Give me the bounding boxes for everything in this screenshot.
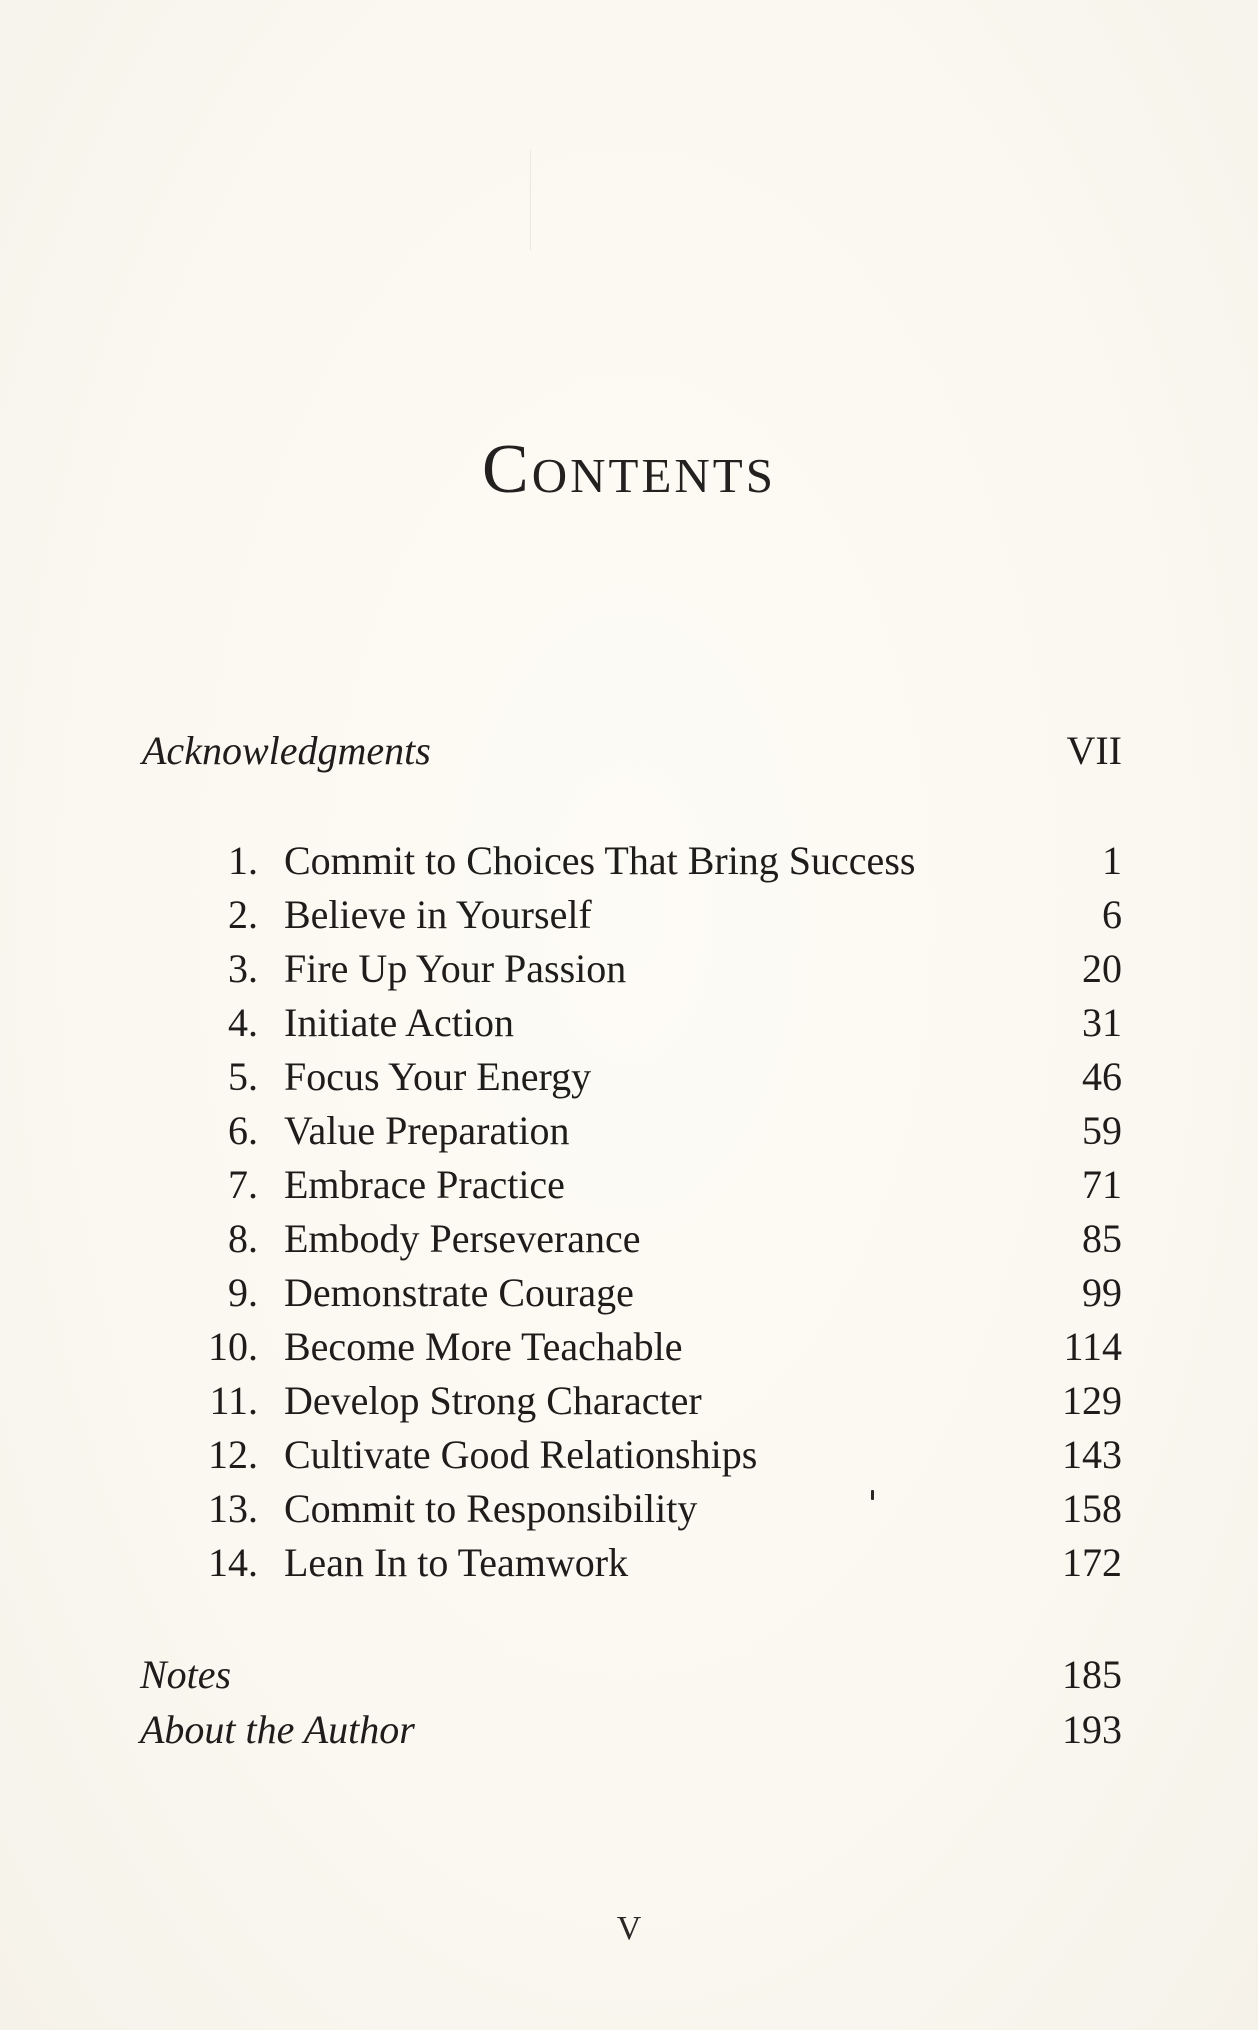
toc-chapter-row [0,1428,1258,1482]
toc-page-number: VII [1066,728,1122,773]
chapter-number: 2. [228,892,258,937]
chapter-title: Focus Your Energy [284,1054,592,1099]
toc-page-number: 129 [1062,1378,1122,1423]
chapter-number: 11. [209,1378,258,1423]
toc-page-number: 143 [1062,1432,1122,1477]
chapter-title: Cultivate Good Relationships [284,1432,758,1477]
toc-chapter-row [0,1482,1258,1536]
chapter-number: 4. [228,1000,258,1045]
chapter-number: 10. [208,1324,258,1369]
toc-chapter-row [0,1536,1258,1590]
chapter-number: 6. [228,1108,258,1153]
page-crease [530,150,531,250]
toc-page-number: 185 [1062,1652,1122,1697]
toc-chapter-row [0,996,1258,1050]
toc-page-number: 85 [1082,1216,1122,1261]
chapter-number: 3. [228,946,258,991]
toc-chapter-row [0,1266,1258,1320]
toc-entry-about-the-author [0,1703,1258,1757]
toc-page-number: 158 [1062,1486,1122,1531]
chapter-title: Become More Teachable [284,1324,683,1369]
toc-entry-title: Acknowledgments [142,728,431,773]
chapter-title: Commit to Choices That Bring Success [284,838,916,883]
chapter-title: Embrace Practice [284,1162,565,1207]
chapter-number: 13. [208,1486,258,1531]
chapter-number: 9. [228,1270,258,1315]
toc-chapter-row [0,1104,1258,1158]
toc-page-number: 172 [1062,1540,1122,1585]
toc-chapter-row [0,942,1258,996]
toc-page-number: 59 [1082,1108,1122,1153]
chapter-title: Commit to Responsibility [284,1486,698,1531]
page-folio: V [616,1910,642,1947]
toc-chapter-row [0,834,1258,888]
toc-page-number: 31 [1082,1000,1122,1045]
toc-entry-acknowledgments [0,724,1258,778]
chapter-title: Fire Up Your Passion [284,946,627,991]
chapter-title: Lean In to Teamwork [284,1540,629,1585]
print-speck [871,1490,874,1500]
chapter-number: 12. [208,1432,258,1477]
toc-page-number: 20 [1082,946,1122,991]
chapter-number: 8. [228,1216,258,1261]
toc-page-number: 99 [1082,1270,1122,1315]
toc-chapter-row [0,888,1258,942]
chapter-title: Believe in Yourself [284,892,592,937]
chapter-number: 7. [228,1162,258,1207]
chapter-title: Embody Perseverance [284,1216,641,1261]
chapter-title: Develop Strong Character [284,1378,702,1423]
chapter-title: Value Preparation [284,1108,570,1153]
toc-page-number: 114 [1063,1324,1122,1369]
toc-entry-title: About the Author [140,1707,415,1752]
chapter-number: 1. [228,838,258,883]
toc-page-number: 6 [1102,892,1122,937]
page-title: Contents [482,431,776,508]
toc-page-number: 1 [1102,838,1122,883]
toc-chapter-row [0,1374,1258,1428]
toc-page-number: 193 [1062,1707,1122,1752]
toc-page-number: 46 [1082,1054,1122,1099]
toc-chapter-row [0,1158,1258,1212]
toc-chapter-row [0,1320,1258,1374]
toc-chapter-row [0,1050,1258,1104]
toc-chapter-row [0,1212,1258,1266]
toc-entry-notes [0,1648,1258,1702]
toc-page-number: 71 [1082,1162,1122,1207]
chapter-title: Initiate Action [284,1000,514,1045]
chapter-title: Demonstrate Courage [284,1270,634,1315]
chapter-number: 5. [228,1054,258,1099]
toc-entry-title: Notes [140,1652,232,1697]
chapter-number: 14. [208,1540,258,1585]
